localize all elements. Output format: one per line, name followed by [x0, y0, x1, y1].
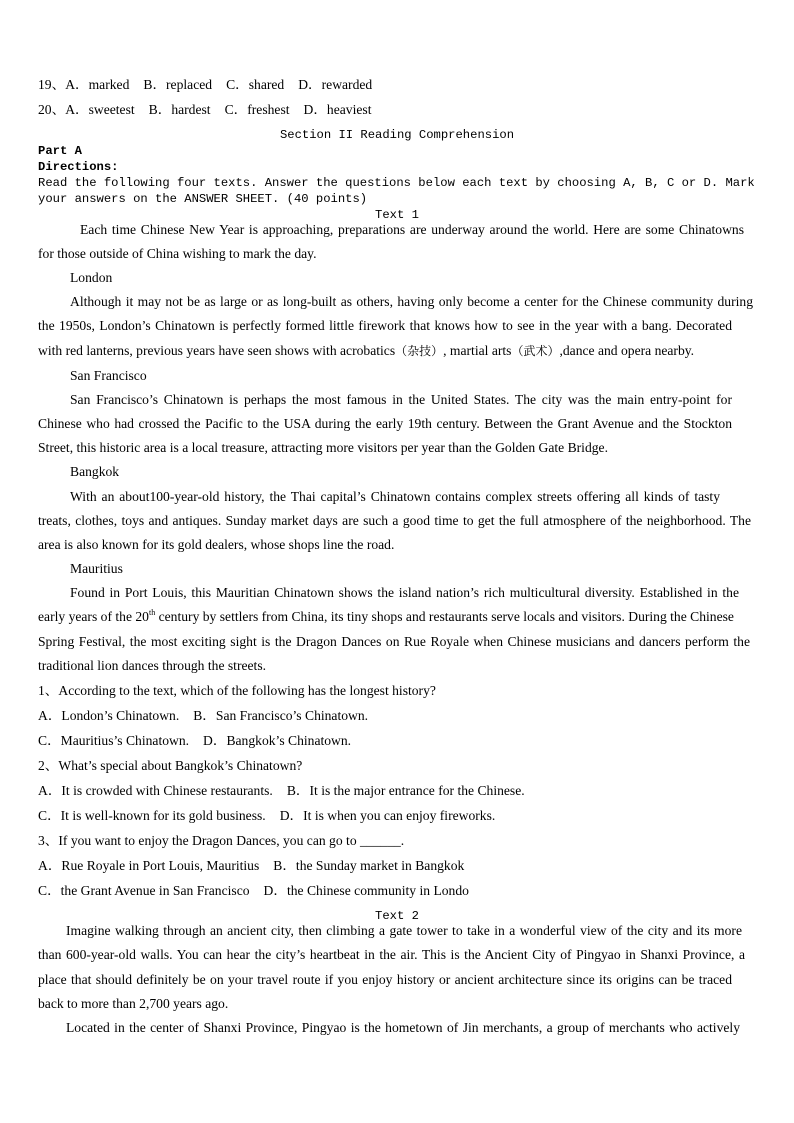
option: D．It is when you can enjoy fireworks.: [279, 808, 496, 823]
question-options: [38, 708, 368, 724]
text-1-title: Text 1: [375, 208, 419, 222]
paragraph-line: back to more than 2,700 years ago.: [38, 996, 229, 1011]
directions-text: Read the following four texts. Answer the questions below each text by choosing A, B, C or D. Mark: [38, 176, 755, 190]
paragraph-line: place that should definitely be on your travel route if you enjoy history or ancient architecture since its origins can be traced: [38, 972, 732, 987]
question-options: [38, 733, 351, 749]
paragraph-line: With an about100-year-old history, the Thai capital’s Chinatown contains complex streets offering all kinds of tasty: [70, 489, 720, 504]
option: C．the Grant Avenue in San Francisco: [38, 883, 250, 898]
text-2-title: Text 2: [375, 909, 419, 923]
paragraph-line: area is also known for its gold dealers, whose shops line the road.: [38, 537, 395, 552]
paragraph-line: traditional lion dances through the streets.: [38, 658, 267, 673]
option: A．London’s Chinatown.: [38, 708, 180, 723]
paragraph-line: Spring Festival, the most exciting sight is the Dragon Dances on Rue Royale when Chinese musicians and dancers perform the: [38, 634, 750, 649]
option: B．hardest: [148, 102, 211, 117]
part-heading: Part A: [38, 144, 82, 158]
paragraph-line: treats, clothes, toys and antiques. Sunday market days are such a good time to get the full atmosphere of the neighborhood. The: [38, 513, 751, 528]
option: D．the Chinese community in Londo: [263, 883, 469, 898]
mauritius-heading: Mauritius: [70, 561, 123, 576]
paragraph-line: Although it may not be as large or as long-built as others, having only become a center for the Chinese community during: [70, 294, 753, 309]
question-stem: 1、According to the text, which of the following has the longest history?: [38, 683, 436, 698]
option: B．San Francisco’s Chinatown.: [193, 708, 369, 723]
option: C．freshest: [224, 102, 290, 117]
london-heading: London: [70, 270, 113, 285]
option: D．rewarded: [298, 77, 373, 92]
question-options: [38, 808, 495, 824]
option: D．heaviest: [303, 102, 372, 117]
paragraph-line: Chinese who had crossed the Pacific to the USA during the early 19th century. Between the Grant Avenue and the Stockton: [38, 416, 732, 431]
option: A．It is crowded with Chinese restaurants.: [38, 783, 273, 798]
paragraph-line: for those outside of China wishing to mark the day.: [38, 246, 317, 261]
paragraph-line: Found in Port Louis, this Mauritian Chinatown shows the island nation’s rich multicultural diversity. Established in the: [70, 585, 739, 600]
option: B．the Sunday market in Bangkok: [273, 858, 465, 873]
paragraph-line: with red lanterns, previous years have seen shows with acrobatics（杂技）, martial arts（武术）,dance and opera nearby.: [38, 343, 695, 358]
question-options: [38, 783, 525, 799]
question-options: [38, 858, 464, 874]
question-19: 19、A．marked B．replaced C．shared D．rewarded: [38, 77, 373, 92]
option: C．It is well-known for its gold business.: [38, 808, 266, 823]
option: A．Rue Royale in Port Louis, Mauritius: [38, 858, 260, 873]
option: B．It is the major entrance for the Chinese.: [286, 783, 525, 798]
paragraph-line: Located in the center of Shanxi Province, Pingyao is the hometown of Jin merchants, a group of merchants who actively: [66, 1020, 740, 1035]
directions-text: your answers on the ANSWER SHEET. (40 points): [38, 192, 368, 206]
option: A．sweetest: [65, 102, 135, 117]
option: C．shared: [226, 77, 285, 92]
paragraph-line: Each time Chinese New Year is approaching, preparations are underway around the world. Here are some Chinatowns: [80, 222, 744, 237]
paragraph-line: the 1950s, London’s Chinatown is perfectly formed little firework that knows how to see in the year with a bang. Decorated: [38, 318, 732, 333]
section-title: Section II Reading Comprehension: [279, 128, 515, 142]
option: A．marked: [65, 77, 130, 92]
option: D．Bangkok’s Chinatown.: [203, 733, 352, 748]
option: B．replaced: [143, 77, 213, 92]
question-stem: 2、What’s special about Bangkok’s Chinatown?: [38, 758, 303, 773]
bangkok-heading: Bangkok: [70, 464, 120, 479]
question-options: [38, 883, 469, 899]
paragraph-line: San Francisco’s Chinatown is perhaps the most famous in the United States. The city was the main entry-point for: [70, 392, 732, 407]
paragraph-line: Street, this historic area is a local treasure, attracting more visitors per year than the Golden Gate Bridge.: [38, 440, 608, 455]
option: C．Mauritius’s Chinatown.: [38, 733, 190, 748]
san-francisco-heading: San Francisco: [70, 368, 147, 383]
question-20: 20、A．sweetest B．hardest C．freshest D．heaviest: [38, 102, 372, 117]
paragraph-line: Imagine walking through an ancient city, then climbing a gate tower to take in a wonderful view of the city and its more: [66, 923, 742, 938]
directions-label: Directions:: [38, 160, 119, 174]
question-stem: 3、If you want to enjoy the Dragon Dances, you can go to ______.: [38, 833, 405, 848]
paragraph-line: than 600-year-old walls. You can hear the city’s heartbeat in the air. This is the Ancient City of Pingyao in Shanxi Province, a: [38, 947, 745, 962]
paragraph-line: early years of the 20th century by settlers from China, its tiny shops and restaurants serve locals and visitors. During the Chinese: [38, 608, 734, 624]
